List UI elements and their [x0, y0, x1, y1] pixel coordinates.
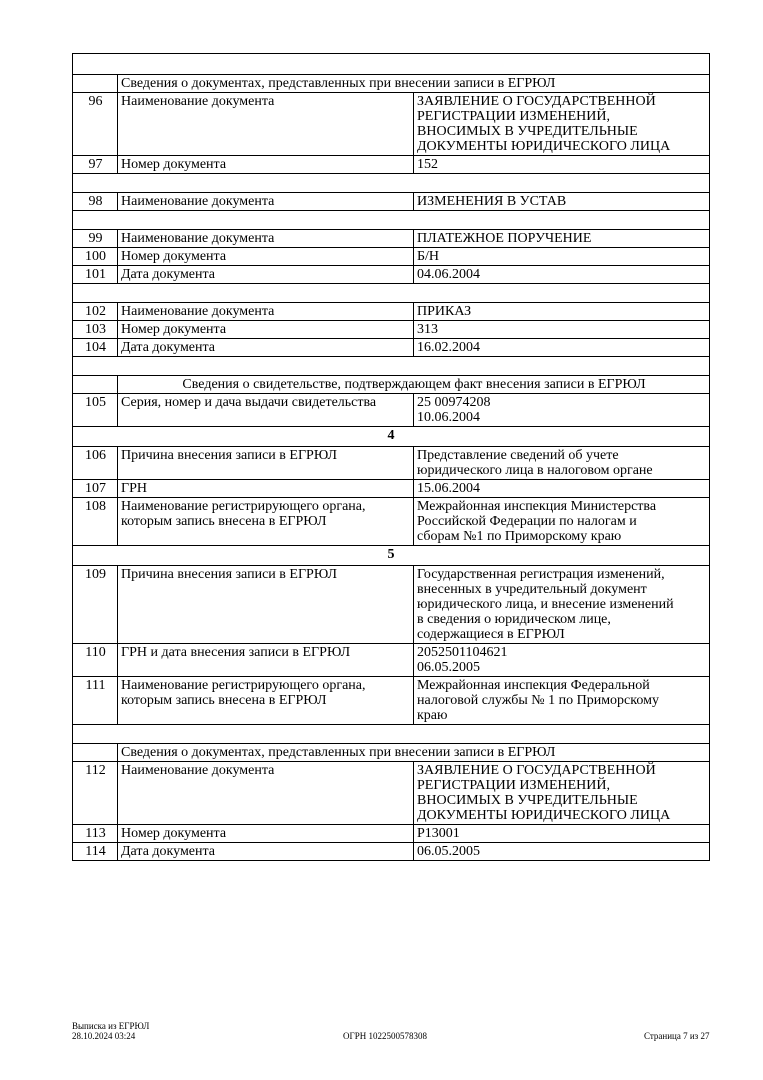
row-value: Межрайонная инспекция Министерства Российской Федерации по налогам и сборам №1 по Приморскому краю: [414, 498, 710, 546]
footer-ogrn: ОГРН 1022500578308: [343, 1031, 427, 1041]
table-row: [73, 644, 710, 677]
footer-left: [72, 1021, 149, 1041]
row-value: 25 00974208 10.06.2004: [414, 394, 710, 427]
table-row: [73, 677, 710, 725]
table-row: [73, 93, 710, 156]
row-number: 101: [73, 266, 118, 284]
egrul-extract-table: [72, 53, 710, 861]
row-label: Наименование документа: [118, 93, 414, 156]
row-label: Номер документа: [118, 825, 414, 843]
table-row: [73, 762, 710, 825]
table-row: [73, 498, 710, 546]
table-row: [73, 248, 710, 266]
row-number: 103: [73, 321, 118, 339]
row-value: 15.06.2004: [414, 480, 710, 498]
row-label: Дата документа: [118, 339, 414, 357]
table-row: [73, 193, 710, 211]
row-label: Номер документа: [118, 248, 414, 266]
row-value: ИЗМЕНЕНИЯ В УСТАВ: [414, 193, 710, 211]
row-label: Наименование документа: [118, 230, 414, 248]
row-value: 04.06.2004: [414, 266, 710, 284]
spacer-row: [73, 54, 710, 75]
table-row: [73, 339, 710, 357]
row-number: 112: [73, 762, 118, 825]
row-value: Б/Н: [414, 248, 710, 266]
section-header-row: [73, 376, 710, 394]
row-number: 107: [73, 480, 118, 498]
row-number: 105: [73, 394, 118, 427]
row-number: 108: [73, 498, 118, 546]
row-number: 110: [73, 644, 118, 677]
table-row: [73, 303, 710, 321]
table-row: [73, 394, 710, 427]
spacer-row: [73, 284, 710, 303]
row-number: 113: [73, 825, 118, 843]
row-number: 98: [73, 193, 118, 211]
footer-title: Выписка из ЕГРЮЛ: [72, 1021, 150, 1031]
row-number: 96: [73, 93, 118, 156]
row-label: Номер документа: [118, 321, 414, 339]
row-value: Государственная регистрация изменений, внесенных в учредительный документ юридического лица, и внесение изменений в сведения о юридическом лице, содержащиеся в ЕГРЮЛ: [414, 566, 710, 644]
row-label: Наименование документа: [118, 193, 414, 211]
table-row: [73, 321, 710, 339]
row-number: 97: [73, 156, 118, 174]
table-row: [73, 566, 710, 644]
spacer-row: [73, 211, 710, 230]
row-value: Межрайонная инспекция Федеральной налоговой службы № 1 по Приморскому краю: [414, 677, 710, 725]
row-value: 16.02.2004: [414, 339, 710, 357]
row-value: ПРИКАЗ: [414, 303, 710, 321]
row-label: Серия, номер и дача выдачи свидетельства: [118, 394, 414, 427]
table-row: [73, 447, 710, 480]
table-row: [73, 843, 710, 861]
footer-datetime: 28.10.2024 03:24: [72, 1031, 136, 1041]
footer-page-number: Страница 7 из 27: [644, 1031, 710, 1041]
spacer-row: [73, 174, 710, 193]
row-label: ГРН: [118, 480, 414, 498]
row-label: Наименование документа: [118, 303, 414, 321]
row-label: Номер документа: [118, 156, 414, 174]
table-row: [73, 825, 710, 843]
row-label: Дата документа: [118, 266, 414, 284]
table-row: [73, 480, 710, 498]
row-label: ГРН и дата внесения записи в ЕГРЮЛ: [118, 644, 414, 677]
row-value: 2052501104621 06.05.2005: [414, 644, 710, 677]
spacer-row: [73, 357, 710, 376]
table-row: [73, 230, 710, 248]
table-row: [73, 266, 710, 284]
row-number: 100: [73, 248, 118, 266]
row-number: 102: [73, 303, 118, 321]
spacer-row: [73, 725, 710, 744]
section-header-row: [73, 75, 710, 93]
table-row: [73, 156, 710, 174]
row-label: Дата документа: [118, 843, 414, 861]
row-value: 313: [414, 321, 710, 339]
row-value: ПЛАТЕЖНОЕ ПОРУЧЕНИЕ: [414, 230, 710, 248]
row-number: 109: [73, 566, 118, 644]
row-label: Наименование регистрирующего органа, которым запись внесена в ЕГРЮЛ: [118, 498, 414, 546]
row-number: 114: [73, 843, 118, 861]
group-number: 5: [73, 546, 710, 566]
row-number: 99: [73, 230, 118, 248]
group-header-row: [73, 427, 710, 447]
row-value: ЗАЯВЛЕНИЕ О ГОСУДАРСТВЕННОЙ РЕГИСТРАЦИИ ИЗМЕНЕНИЙ, ВНОСИМЫХ В УЧРЕДИТЕЛЬНЫЕ ДОКУМЕНТЫ ЮРИДИЧЕСКОГО ЛИЦА: [414, 93, 710, 156]
row-label: Причина внесения записи в ЕГРЮЛ: [118, 566, 414, 644]
row-number: 104: [73, 339, 118, 357]
section-title: Сведения о свидетельстве, подтверждающем факт внесения записи в ЕГРЮЛ: [118, 376, 710, 394]
row-label: Причина внесения записи в ЕГРЮЛ: [118, 447, 414, 480]
row-value: Представление сведений об учете юридического лица в налоговом органе: [414, 447, 710, 480]
row-number: 111: [73, 677, 118, 725]
group-header-row: [73, 546, 710, 566]
row-label: Наименование документа: [118, 762, 414, 825]
row-value: ЗАЯВЛЕНИЕ О ГОСУДАРСТВЕННОЙ РЕГИСТРАЦИИ ИЗМЕНЕНИЙ, ВНОСИМЫХ В УЧРЕДИТЕЛЬНЫЕ ДОКУМЕНТЫ ЮРИДИЧЕСКОГО ЛИЦА: [414, 762, 710, 825]
row-number: 106: [73, 447, 118, 480]
section-title: Сведения о документах, представленных при внесении записи в ЕГРЮЛ: [118, 744, 710, 762]
row-value: 152: [414, 156, 710, 174]
section-header-row: [73, 744, 710, 762]
section-title: Сведения о документах, представленных при внесении записи в ЕГРЮЛ: [118, 75, 710, 93]
row-label: Наименование регистрирующего органа, которым запись внесена в ЕГРЮЛ: [118, 677, 414, 725]
row-value: Р13001: [414, 825, 710, 843]
row-value: 06.05.2005: [414, 843, 710, 861]
group-number: 4: [73, 427, 710, 447]
